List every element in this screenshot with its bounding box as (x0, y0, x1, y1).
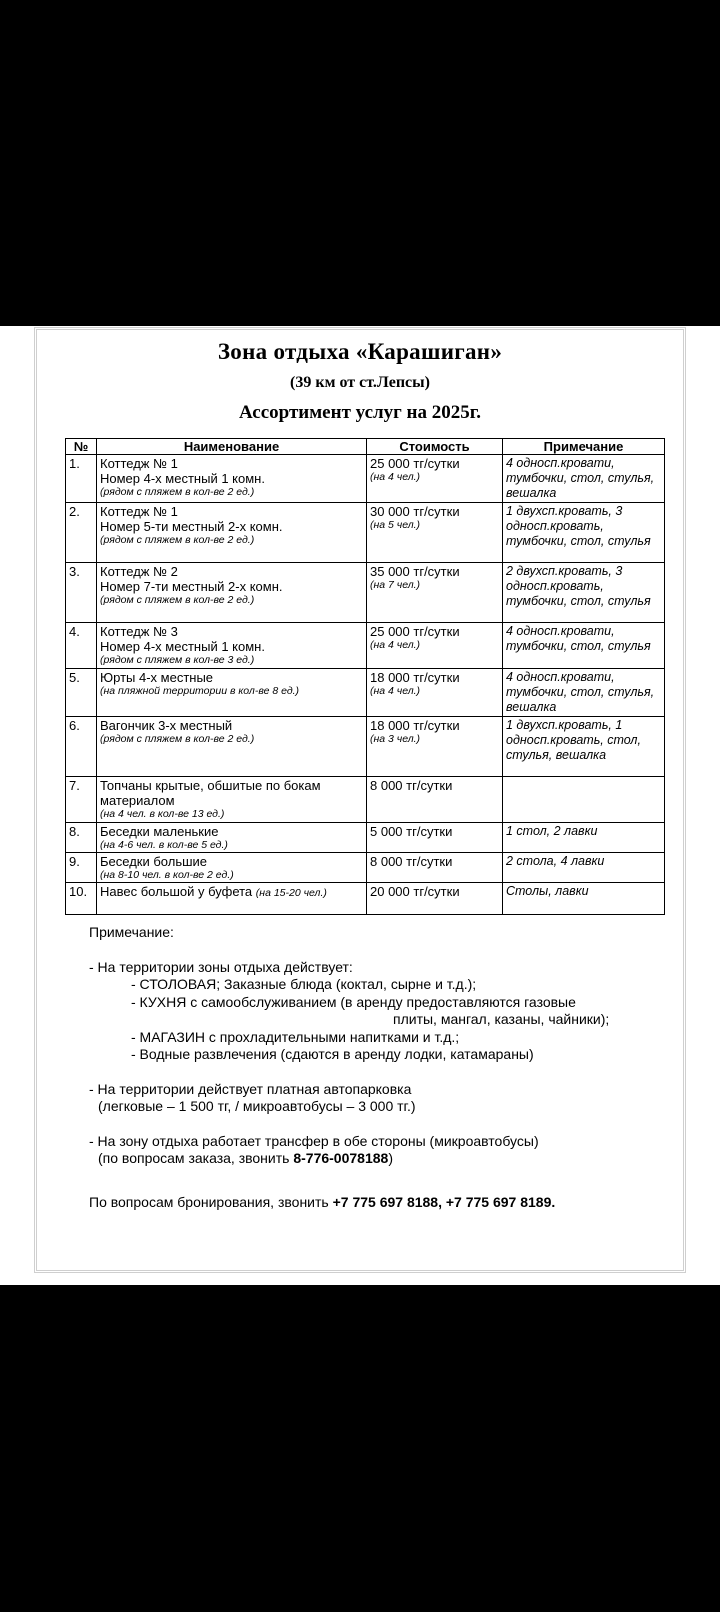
booking-text: По вопросам бронирования, звонить (89, 1194, 329, 1210)
row-name (97, 717, 367, 777)
notes-kitchen-line2: плиты, мангал, казаны, чайники); (393, 1011, 610, 1027)
header-price: Стоимость (367, 439, 503, 455)
row-name-detail: (на 15-20 чел.) (255, 887, 327, 899)
row-note: 1 двухсп.кровать, 3 односп.кровать, тумбочки, стол, стулья (503, 503, 665, 563)
row-num: 4. (66, 623, 97, 669)
row-name (97, 669, 367, 717)
row-name-line1: Коттедж № 1 (100, 456, 178, 471)
row-price-capacity: (на 3 чел.) (370, 733, 421, 745)
row-name-line2: Номер 5-ти местный 2-х комн. (100, 519, 283, 534)
row-price (367, 563, 503, 623)
row-name (97, 563, 367, 623)
row-price-capacity: (на 4 чел.) (370, 639, 421, 651)
row-name (97, 623, 367, 669)
notes-transfer-line2 (89, 1150, 609, 1168)
row-name-line1: Беседки большие (100, 854, 208, 869)
row-note: 4 односп.кровати, тумбочки, стол, стулья, вешалка (503, 455, 665, 503)
row-name-line1: Коттедж № 3 (100, 624, 178, 639)
row-num: 7. (66, 777, 97, 823)
row-name-line1: Вагончик 3-х местный (100, 718, 233, 733)
row-price-value: 25 000 тг/сутки (370, 624, 460, 639)
table-row (66, 777, 665, 823)
row-price (367, 623, 503, 669)
row-name-line2: Номер 4-х местный 1 комн. (100, 639, 265, 654)
row-price-capacity: (на 5 чел.) (370, 519, 421, 531)
row-name-line1: Коттедж № 1 (100, 504, 178, 519)
row-name-detail: (рядом с пляжем в кол-ве 2 ед.) (100, 534, 255, 546)
transfer-close: ) (388, 1150, 393, 1166)
transfer-phone: 8-776-0078188 (293, 1150, 389, 1166)
price-list-document (0, 326, 720, 1285)
row-num: 9. (66, 853, 97, 883)
row-name-detail: (рядом с пляжем в кол-ве 3 ед.) (100, 654, 255, 666)
row-price-value: 25 000 тг/сутки (370, 456, 460, 471)
row-price-capacity: (на 4 чел.) (370, 685, 421, 697)
table-row (66, 623, 665, 669)
document-heading: Ассортимент услуг на 2025г. (239, 402, 481, 423)
booking-contacts (89, 1194, 555, 1210)
row-name (97, 853, 367, 883)
row-price-capacity: (на 7 чел.) (370, 579, 421, 591)
row-price (367, 669, 503, 717)
row-name (97, 503, 367, 563)
header-name: Наименование (97, 439, 367, 455)
row-note: 1 двухсп.кровать, 1 односп.кровать, стол, стулья, вешалка (503, 717, 665, 777)
row-price: 8 000 тг/сутки (367, 777, 503, 823)
row-name-line2: Номер 7-ти местный 2-х комн. (100, 579, 283, 594)
row-num: 8. (66, 823, 97, 853)
notes-water: - Водные развлечения (сдаются в аренду лодки, катамараны) (131, 1046, 534, 1062)
row-name-detail: (рядом с пляжем в кол-ве 2 ед.) (100, 486, 255, 498)
notes-parking-line2: (легковые – 1 500 тг, / микроавтобусы – 3 000 тг.) (98, 1098, 416, 1114)
row-num: 10. (66, 883, 97, 915)
row-note: 2 стола, 4 лавки (503, 853, 665, 883)
row-name (97, 883, 367, 915)
row-name (97, 777, 367, 823)
row-name-line1: Юрты 4-х местные (100, 670, 214, 685)
row-note: 1 стол, 2 лавки (503, 823, 665, 853)
row-price-value: 30 000 тг/сутки (370, 504, 460, 519)
row-price (367, 455, 503, 503)
row-name-line2: Номер 4-х местный 1 комн. (100, 471, 265, 486)
row-note: Столы, лавки (503, 883, 665, 915)
row-num: 2. (66, 503, 97, 563)
table-header-row (66, 439, 665, 455)
notes-section (89, 924, 609, 1168)
row-num: 5. (66, 669, 97, 717)
row-name-line1: Топчаны крытые, обшитые по бокам материалом (100, 778, 321, 808)
booking-phones: +7 775 697 8188, +7 775 697 8189. (332, 1194, 556, 1210)
transfer-text: (по вопросам заказа, звонить (98, 1150, 290, 1166)
row-price (367, 503, 503, 563)
row-price (367, 717, 503, 777)
document-title: Зона отдыха «Карашиган» (217, 339, 503, 364)
row-price-value: 18 000 тг/сутки (370, 718, 460, 733)
row-price: 20 000 тг/сутки (367, 883, 503, 915)
table-row (66, 503, 665, 563)
notes-parking-line1: - На территории действует платная автопарковка (89, 1080, 412, 1097)
notes-canteen: - СТОЛОВАЯ; Заказные блюда (коктал, сырне и т.д.); (131, 976, 477, 992)
row-note: 4 односп.кровати, тумбочки, стол, стулья, вешалка (503, 669, 665, 717)
table-row (66, 669, 665, 717)
table-row (66, 717, 665, 777)
price-table (65, 438, 665, 915)
row-name-detail: (на 8-10 чел. в кол-ве 2 ед.) (100, 869, 234, 881)
row-name-detail: (рядом с пляжем в кол-ве 2 ед.) (100, 594, 255, 606)
document-subtitle: (39 км от ст.Лепсы) (290, 374, 430, 391)
row-price: 5 000 тг/сутки (367, 823, 503, 853)
notes-heading: Примечание: (89, 924, 174, 940)
row-name-detail: (на пляжной территории в кол-ве 8 ед.) (100, 685, 300, 697)
row-price-capacity: (на 4 чел.) (370, 471, 421, 483)
row-name (97, 823, 367, 853)
row-name-line1: Навес большой у буфета (100, 884, 253, 899)
row-name-line1: Коттедж № 2 (100, 564, 178, 579)
table-row (66, 563, 665, 623)
row-note: 2 двухсп.кровать, 3 односп.кровать, тумбочки, стол, стулья (503, 563, 665, 623)
row-note (503, 777, 665, 823)
row-num: 6. (66, 717, 97, 777)
row-name-line1: Беседки маленькие (100, 824, 219, 839)
header-num: № (66, 439, 97, 455)
notes-transfer-line1: - На зону отдыха работает трансфер в обе стороны (микроавтобусы) (89, 1132, 539, 1149)
row-name-detail: (рядом с пляжем в кол-ве 2 ед.) (100, 733, 255, 745)
table-row (66, 823, 665, 853)
row-price-value: 18 000 тг/сутки (370, 670, 460, 685)
notes-territory: - На территории зоны отдыха действует: (89, 958, 353, 975)
table-row (66, 853, 665, 883)
row-name (97, 455, 367, 503)
row-num: 3. (66, 563, 97, 623)
row-name-detail: (на 4-6 чел. в кол-ве 5 ед.) (100, 839, 228, 851)
notes-shop: - МАГАЗИН с прохладительными напитками и т.д.; (131, 1028, 460, 1045)
header-note: Примечание (503, 439, 665, 455)
row-price: 8 000 тг/сутки (367, 853, 503, 883)
notes-kitchen-line1: - КУХНЯ с самообслуживанием (в аренду предоставляются газовые (131, 993, 576, 1010)
row-price-value: 35 000 тг/сутки (370, 564, 460, 579)
table-row (66, 455, 665, 503)
row-num: 1. (66, 455, 97, 503)
row-name-detail: (на 4 чел. в кол-ве 13 ед.) (100, 808, 225, 820)
table-row (66, 883, 665, 915)
row-note: 4 односп.кровати, тумбочки, стол, стулья (503, 623, 665, 669)
